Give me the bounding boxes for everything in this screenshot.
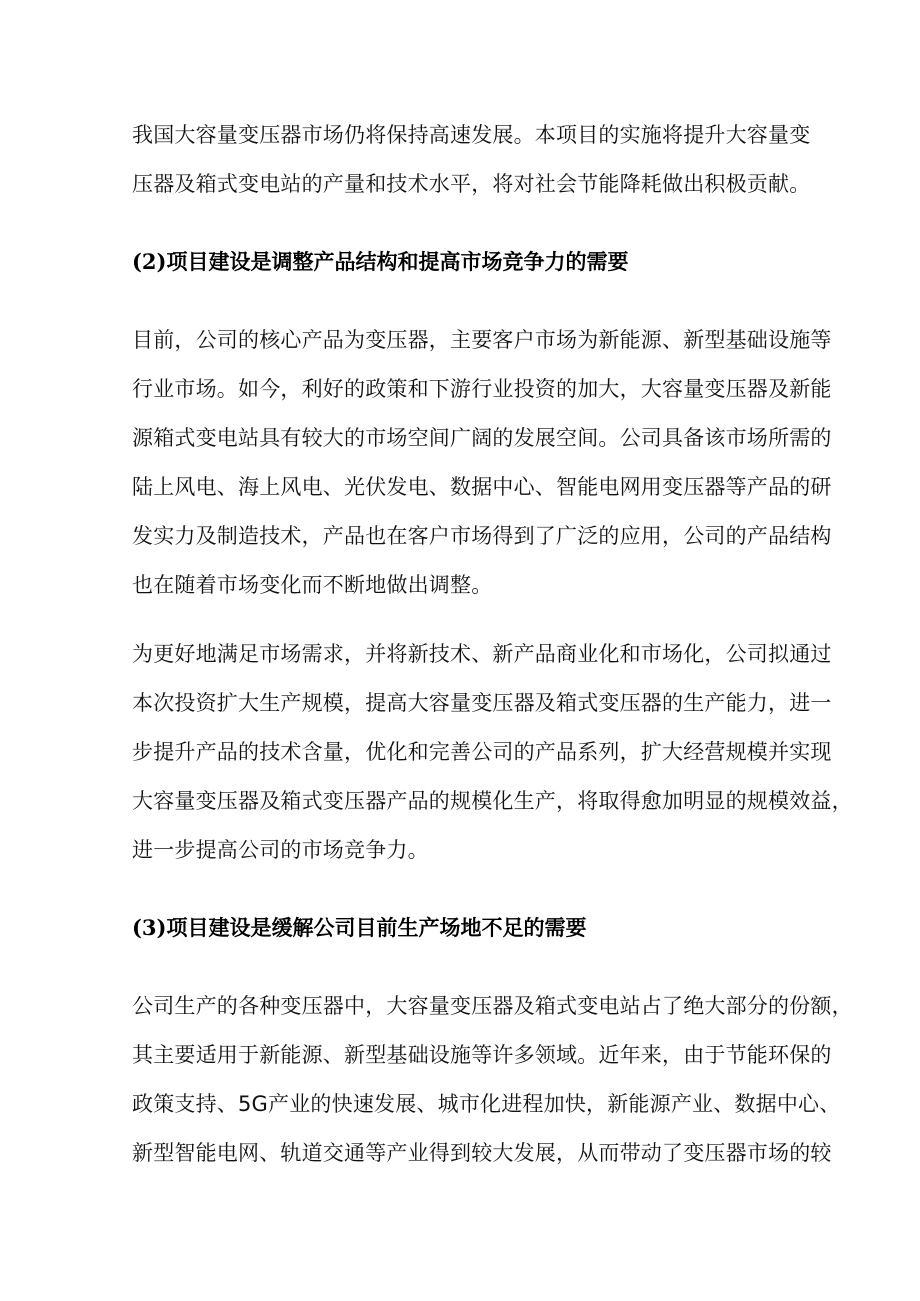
paragraph-2-line-3: 源箱式变电站具有较大的市场空间广阔的发展空间。公司具备该市场所需的 bbox=[132, 426, 832, 450]
paragraph-2-line-1: 目前，公司的核心产品为变压器，主要客户市场为新能源、新型基础设施等 bbox=[132, 328, 832, 352]
paragraph-3-line-2: 本次投资扩大生产规模，提高大容量变压器及箱式变压器的生产能力，进一 bbox=[132, 691, 832, 715]
paragraph-4-line-2: 其主要适用于新能源、新型基础设施等许多领域。近年来，由于节能环保的 bbox=[132, 1043, 832, 1067]
paragraph-1-line-1: 我国大容量变压器市场仍将保持高速发展。本项目的实施将提升大容量变 bbox=[132, 123, 811, 147]
paragraph-2-line-2: 行业市场。如今，利好的政策和下游行业投资的加大，大容量变压器及新能 bbox=[132, 377, 832, 401]
paragraph-3-line-4: 大容量变压器及箱式变压器产品的规模化生产，将取得愈加明显的规模效益， bbox=[132, 789, 853, 813]
section-heading-3: (3)项目建设是缓解公司目前生产场地不足的需要 bbox=[132, 915, 587, 940]
paragraph-3-line-5: 进一步提高公司的市场竞争力。 bbox=[132, 838, 429, 862]
paragraph-3-line-1: 为更好地满足市场需求，并将新技术、新产品商业化和市场化，公司拟通过 bbox=[132, 642, 832, 666]
paragraph-2-line-4: 陆上风电、海上风电、光伏发电、数据中心、智能电网用变压器等产品的研 bbox=[132, 475, 832, 499]
section-heading-2: (2)项目建设是调整产品结构和提高市场竞争力的需要 bbox=[132, 249, 629, 274]
paragraph-4-line-1: 公司生产的各种变压器中，大容量变压器及箱式变电站占了绝大部分的份额， bbox=[132, 994, 853, 1018]
paragraph-2-line-6: 也在随着市场变化而不断地做出调整。 bbox=[132, 573, 493, 597]
paragraph-1-line-2: 压器及箱式变电站的产量和技术水平，将对社会节能降耗做出积极贡献。 bbox=[132, 172, 811, 196]
paragraph-4-line-3: 政策支持、5G产业的快速发展、城市化进程加快，新能源产业、数据中心、 bbox=[132, 1092, 841, 1116]
paragraph-4-line-4: 新型智能电网、轨道交通等产业得到较大发展，从而带动了变压器市场的较 bbox=[132, 1141, 832, 1165]
paragraph-3-line-3: 步提升产品的技术含量，优化和完善公司的产品系列，扩大经营规模并实现 bbox=[132, 740, 832, 764]
paragraph-2-line-5: 发实力及制造技术，产品也在客户市场得到了广泛的应用，公司的产品结构 bbox=[132, 524, 832, 548]
